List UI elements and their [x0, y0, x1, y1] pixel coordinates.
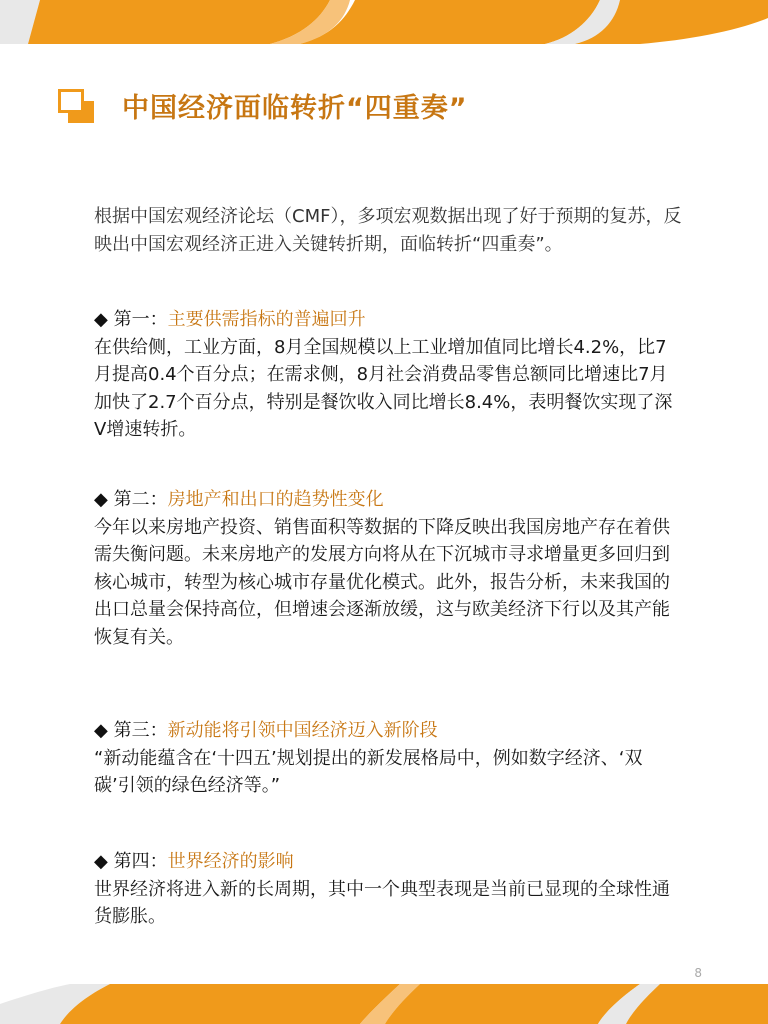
- section-topic: 世界经济的影响: [167, 851, 294, 872]
- section-topic: 房地产和出口的趋势性变化: [167, 489, 384, 510]
- section-2: [94, 486, 684, 651]
- section-1: [94, 306, 684, 444]
- diamond-bullet-icon: ◆: [94, 720, 108, 741]
- section-prefix: 第四：: [113, 851, 168, 872]
- title-row: [58, 86, 468, 125]
- diamond-bullet-icon: ◆: [94, 851, 108, 872]
- section-prefix: 第二：: [113, 489, 168, 510]
- section-topic: 主要供需指标的普遍回升: [167, 309, 366, 330]
- section-heading: [94, 486, 684, 514]
- section-body: 世界经济将进入新的长周期，其中一个典型表现是当前已显现的全球性通货膨胀。: [94, 878, 670, 927]
- section-body: 今年以来房地产投资、销售面积等数据的下降反映出我国房地产存在着供需失衡问题。未来房地产的发展方向将从在下沉城市寻求增量更多回归到核心城市，转型为核心城市存量优化模式。此外，报告分析，未来我国的出口总量会保持高位，但增速会逐渐放缓，这与欧美经济下行以及其产能恢复有关。: [94, 516, 670, 648]
- section-4: [94, 848, 684, 931]
- square-bullet-icon: [58, 89, 96, 123]
- section-topic: 新动能将引领中国经济迈入新阶段: [167, 720, 438, 741]
- page-title: 中国经济面临转折“四重奏”: [122, 93, 468, 124]
- intro-block: [94, 203, 684, 258]
- intro-paragraph: 根据中国宏观经济论坛（CMF），多项宏观数据出现了好于预期的复苏，反映出中国宏观经济正进入关键转折期，面临转折“四重奏”。: [94, 206, 682, 255]
- section-body: 在供给侧，工业方面，8月全国规模以上工业增加值同比增长4.2%，比7月提高0.4个百分点；在需求侧，8月社会消费品零售总额同比增速比7月加快了2.7个百分点，特别是餐饮收入同比增长8.4%，表明餐饮实现了深V增速转折。: [94, 336, 673, 440]
- diamond-bullet-icon: ◆: [94, 309, 108, 330]
- section-3: [94, 717, 684, 800]
- section-heading: [94, 848, 684, 876]
- diamond-bullet-icon: ◆: [94, 489, 108, 510]
- section-body: “新动能蕴含在‘十四五’规划提出的新发展格局中，例如数字经济、‘双碳’引领的绿色经济等。”: [94, 747, 643, 796]
- top-decorative-band: [0, 0, 768, 44]
- section-prefix: 第三：: [113, 720, 168, 741]
- section-heading: [94, 717, 684, 745]
- page-number: 8: [694, 966, 702, 980]
- bottom-decorative-band: [0, 984, 768, 1024]
- section-prefix: 第一：: [113, 309, 168, 330]
- section-heading: [94, 306, 684, 334]
